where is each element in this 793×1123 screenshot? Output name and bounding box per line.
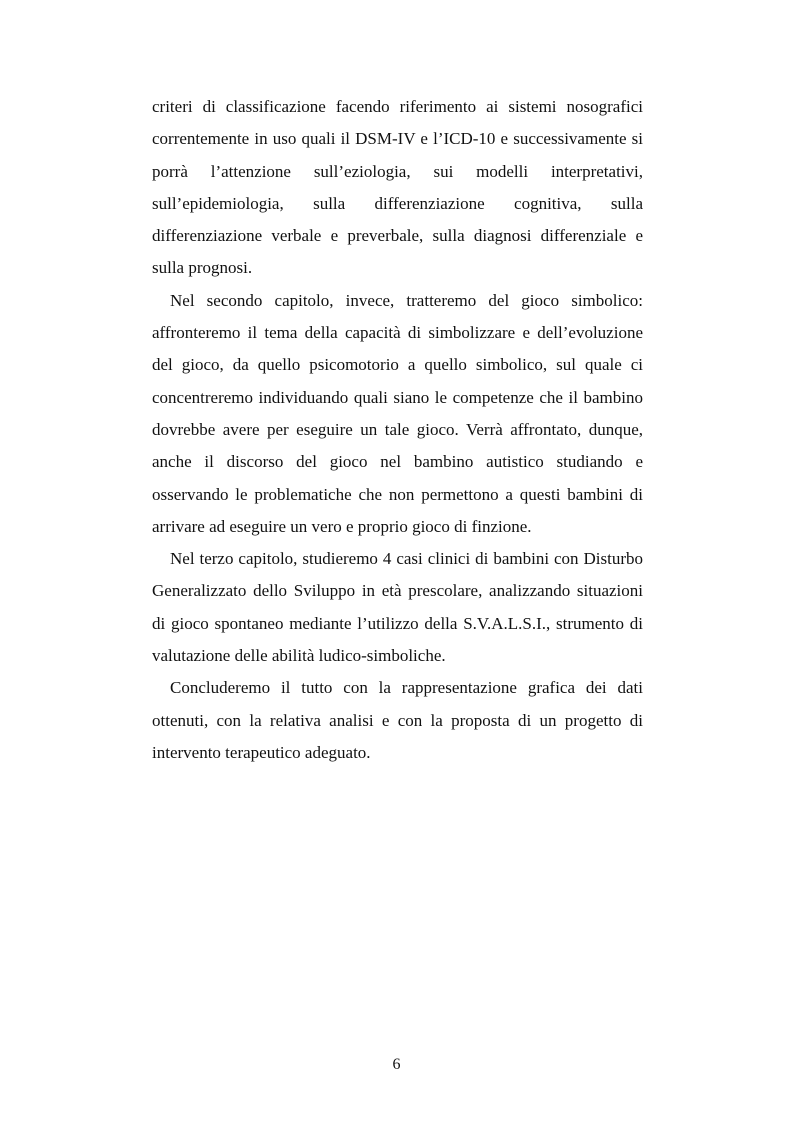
- paragraph-third-chapter: Nel terzo capitolo, studieremo 4 casi clinici di bambini con Disturbo Generalizzato dello Sviluppo in età prescolare, analizzando situazioni di gioco spontaneo mediante l’utilizzo della S.V.A.L.S.I., strumento di valutazione delle abilità ludico-simboliche.: [152, 549, 643, 666]
- paragraph-second-chapter: Nel secondo capitolo, invece, tratteremo del gioco simbolico: affronteremo il tema della capacità di simbolizzare e dell’evoluzione del gioco, da quello psicomotorio a quello simbolico, sul quale ci concentreremo individuando quali siano le competenze che il bambino dovrebbe avere per eseguire un tale gioco. Verrà affrontato, dunque, anche il discorso del gioco nel bambino autistico studiando e osservando le problematiche che non permettono a questi bambini di arrivare ad eseguire un vero e proprio gioco di finzione.: [152, 290, 643, 536]
- body-text: [152, 91, 643, 769]
- page-number: 6: [392, 1056, 401, 1073]
- paragraph-conclusion: Concluderemo il tutto con la rappresentazione grafica dei dati ottenuti, con la relativa analisi e con la proposta di un progetto di intervento terapeutico adeguato.: [152, 678, 643, 762]
- paragraph-continuation: criteri di classificazione facendo riferimento ai sistemi nosografici correntemente in uso quali il DSM-IV e l’ICD-10 e successivamente si porrà l’attenzione sull’eziologia, sui modelli interpretativi, sull’epidemiologia, sulla differenziazione cognitiva, sulla differenziazione verbale e preverbale, sulla diagnosi differenziale e sulla prognosi.: [152, 97, 643, 278]
